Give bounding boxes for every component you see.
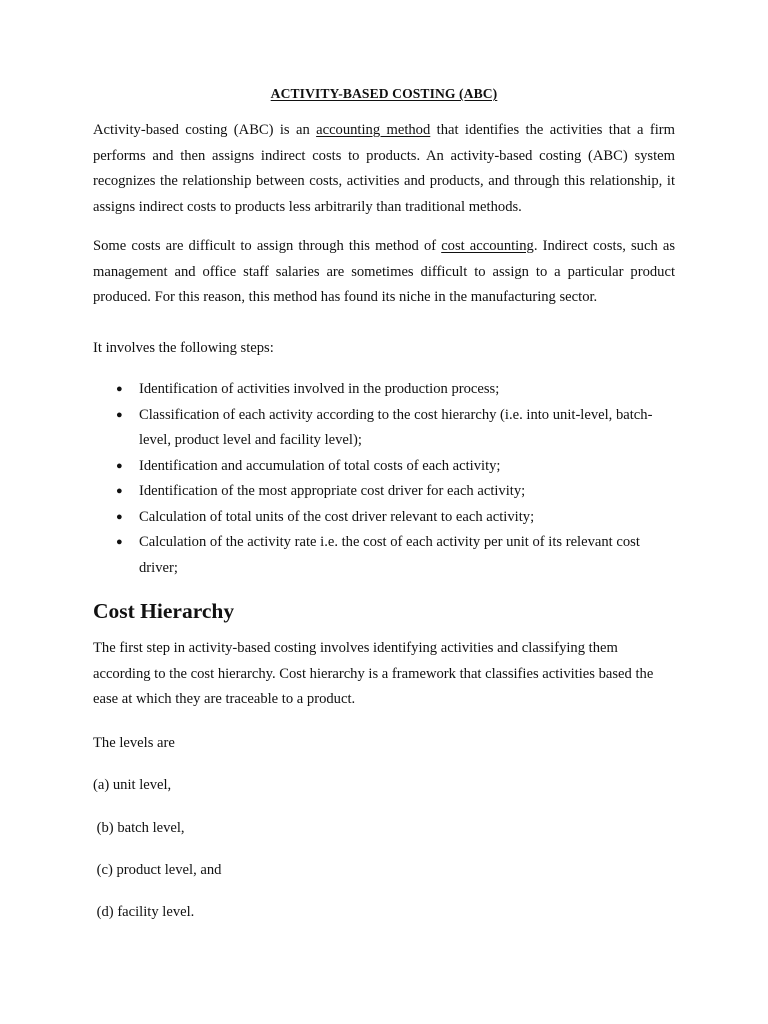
list-item (0, 454, 674, 480)
level-item-batch: (b) batch level, (93, 820, 185, 836)
cost-accounting-paragraph (93, 234, 675, 311)
step-text: Calculation of total units of the cost driver relevant to each activity; (139, 508, 535, 525)
list-item (0, 403, 674, 454)
step-text: Identification of activities involved in the production process; (139, 381, 500, 397)
bullet-icon: ● (116, 510, 123, 523)
list-item (0, 530, 674, 581)
cost-hierarchy-paragraph: The first step in activity-based costing involves identifying activities and classifying them according to the cost hierarchy. Cost hierarchy is a framework that classifies activities based the ease at which they are traceable to a product. (93, 640, 654, 707)
steps-intro: It involves the following steps: (93, 340, 274, 356)
intro-text-end: that identifies the activities that a firm performs and then assigns indirect costs to products. An activity-based costing (ABC) system recognizes the relationship between costs, activities and products, and through this relationship, it assigns indirect costs to products less arbitrarily than traditional methods. (93, 122, 675, 215)
bullet-icon: ● (116, 383, 123, 395)
intro-paragraph (93, 118, 675, 220)
document-title: ACTIVITY-BASED COSTING (ABC) (270, 86, 498, 101)
bullet-icon: ● (116, 459, 123, 472)
bullet-icon: ● (116, 536, 123, 548)
list-item (0, 377, 674, 403)
steps-list (0, 377, 768, 581)
level-item-facility: (d) facility level. (93, 904, 195, 920)
section-heading: Cost Hierarchy (93, 599, 235, 623)
bullet-icon: ● (116, 408, 123, 421)
levels-intro: The levels are (93, 735, 175, 751)
list-item (0, 505, 674, 531)
accounting-method-link[interactable]: accounting method (316, 122, 431, 138)
step-text: Identification and accumulation of total costs of each activity; (139, 457, 501, 474)
cost-accounting-link[interactable]: cost accounting (441, 238, 534, 254)
cost-text-end: . Indirect costs, such as management and office staff salaries are sometimes difficult to assign to a particular product produced. For this reason, this method has found its niche in the manufacturing sector. (93, 238, 675, 305)
level-item-product: (c) product level, and (93, 862, 222, 878)
list-item (0, 479, 674, 505)
level-item-unit: (a) unit level, (93, 777, 172, 793)
bullet-icon: ● (116, 485, 123, 497)
step-text: Calculation of the activity rate i.e. the cost of each activity per unit of its relevant cost driver; (139, 534, 640, 576)
intro-text-start: Activity-based costing (ABC) is an (93, 122, 317, 138)
step-text: Classification of each activity according to the cost hierarchy (i.e. into unit-level, batch-level, product level and facility level); (139, 406, 653, 448)
step-text: Identification of the most appropriate cost driver for each activity; (139, 483, 526, 499)
cost-text-start: Some costs are difficult to assign through this method of (93, 238, 442, 254)
